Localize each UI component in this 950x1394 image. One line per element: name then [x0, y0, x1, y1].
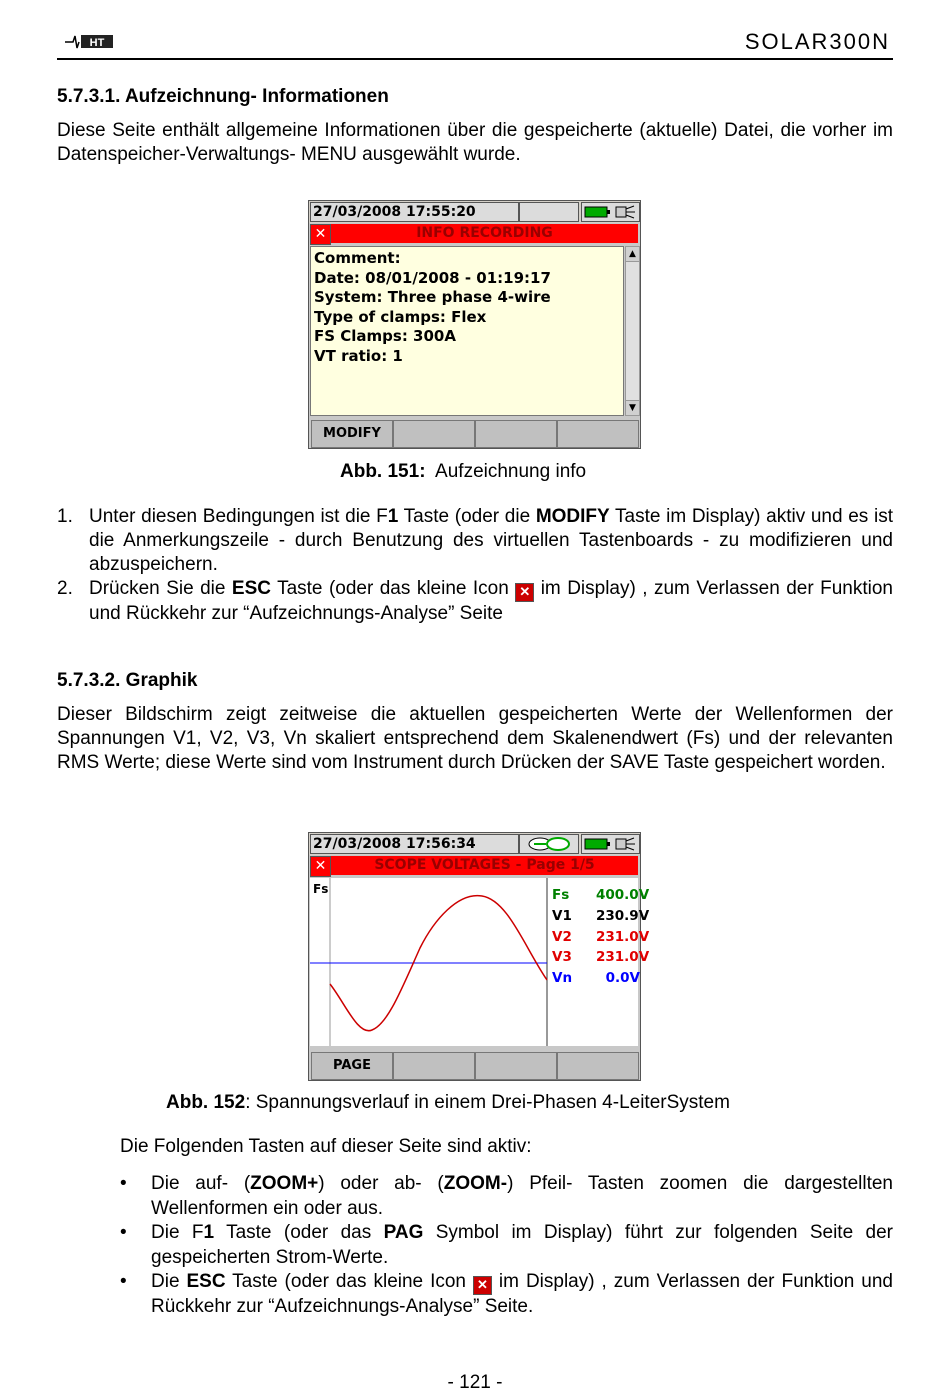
- modify-button[interactable]: MODIFY: [311, 420, 393, 448]
- item-number: 2.: [57, 578, 73, 599]
- bullet-icon: •: [120, 1173, 127, 1194]
- model-name: SOLAR300N: [744, 29, 890, 54]
- item-text: Unter diesen Bedingungen ist die F: [89, 506, 388, 527]
- item-bold: PAG: [383, 1222, 424, 1243]
- item-text: Symbol im Display) führt zur folgenden Seite der gespeicherten Strom-Werte.: [151, 1222, 893, 1268]
- f2-button[interactable]: [393, 1052, 475, 1080]
- reading-label: V3: [552, 949, 572, 966]
- bullet-icon: •: [120, 1271, 127, 1292]
- item-bold: 1: [387, 506, 399, 527]
- reading-label: Fs: [552, 887, 570, 903]
- list-item: [120, 1221, 893, 1270]
- scope-panel: [310, 878, 650, 1046]
- caption-text: : Spannungsverlauf in einem Drei-Phasen 4-LeiterSystem: [245, 1092, 730, 1113]
- bullet-icon: •: [120, 1222, 127, 1243]
- list-item: [120, 1172, 893, 1221]
- readings-panel: [552, 885, 650, 989]
- ht-logo: [63, 33, 115, 50]
- f3-button[interactable]: [475, 420, 557, 448]
- reading-fs: [552, 885, 650, 906]
- recording-status-icon: [519, 834, 579, 854]
- f4-button[interactable]: [557, 420, 639, 448]
- item-text: Die: [151, 1271, 187, 1292]
- scroll-down-icon[interactable]: ▼: [626, 400, 639, 415]
- steps-list: [57, 505, 893, 626]
- f2-button[interactable]: [393, 420, 475, 448]
- screen-datetime: 27/03/2008 17:55:20: [310, 202, 519, 222]
- reading-v3: [552, 947, 650, 968]
- item-text: ) oder ab- (: [318, 1173, 444, 1194]
- item-bold: MODIFY: [535, 506, 610, 527]
- item-bold: ESC: [231, 578, 271, 599]
- svg-text:HT: HT: [89, 37, 105, 49]
- reading-v1: [552, 906, 650, 927]
- item-number: 1.: [57, 506, 73, 527]
- section1-intro: Diese Seite enthält allgemeine Informationen über die gespeicherte (aktuelle) Datei, die vorher im Datenspeicher-Verwaltungs- MENU ausgewählt wurde.: [57, 120, 893, 165]
- section-heading-2: 5.7.3.2. Graphik: [57, 670, 198, 691]
- info-line: System: Three phase 4-wire: [314, 288, 551, 307]
- item-text: Taste (oder das: [214, 1222, 384, 1243]
- figure-caption-151: [340, 461, 586, 483]
- item-text: Die auf- (: [151, 1173, 251, 1194]
- status-field: [519, 202, 579, 222]
- caption-label: Abb. 152: [166, 1092, 246, 1113]
- caption-text: Aufzeichnung info: [435, 461, 587, 482]
- section2-intro: Dieser Bildschirm zeigt zeitweise die aktuellen gespeicherten Werte der Wellenformen der Spannungen V1, V2, V3, Vn skaliert entsprechend dem Skalenendwert (Fs) und der relevanten RMS Werte; diese Werte sind vom Instrument durch Drücken der SAVE Taste gespeichert worden.: [57, 704, 893, 773]
- info-line: Comment:: [314, 249, 401, 267]
- function-keys: [309, 1050, 640, 1080]
- caption-label: Abb. 151:: [340, 461, 426, 482]
- info-panel: [310, 246, 624, 416]
- section-heading-1: 5.7.3.1. Aufzeichnung- Informationen: [57, 86, 389, 107]
- f3-button[interactable]: [475, 1052, 557, 1080]
- item-text: Taste (oder das kleine Icon: [270, 578, 516, 599]
- item-text: Taste im Display) aktiv und es ist die Anmerkungszeile - durch Benutzung des virtuellen Tastenboards - zu modifizieren und abzuspeichern.: [89, 506, 893, 575]
- keys-intro: Die Folgenden Tasten auf dieser Seite sind aktiv:: [120, 1136, 532, 1157]
- reading-label: V1: [552, 907, 572, 924]
- reading-value: 231.0V: [596, 928, 650, 945]
- list-item: [120, 1270, 893, 1320]
- item-text: Drücken Sie die: [89, 578, 232, 599]
- waveform-plot: [310, 878, 550, 1046]
- reading-vn: [552, 968, 640, 989]
- f4-button[interactable]: [557, 1052, 639, 1080]
- scope-voltages-screen: [308, 832, 650, 1081]
- scrollbar[interactable]: [625, 246, 640, 416]
- item-bold: ZOOM+: [250, 1173, 319, 1194]
- info-line: Date: 08/01/2008 - 01:19:17: [314, 268, 551, 287]
- reading-value: 400.0V: [596, 887, 650, 903]
- item-text: ) Pfeil- Tasten zoomen die dargestellten Wellenformen ein oder aus.: [151, 1173, 894, 1219]
- info-recording-screen: [308, 200, 641, 449]
- item-text: Taste (oder das kleine Icon: [225, 1271, 473, 1292]
- info-line: VT ratio: 1: [314, 346, 403, 365]
- close-icon: ✕: [515, 583, 534, 602]
- info-line: Type of clamps: Flex: [314, 307, 487, 326]
- reading-label: V2: [552, 928, 572, 945]
- close-icon[interactable]: ✕: [310, 856, 331, 877]
- list-item: [57, 577, 893, 626]
- page-button[interactable]: PAGE: [311, 1052, 393, 1080]
- reading-value: 230.9V: [596, 907, 650, 924]
- battery-icon: [581, 202, 640, 222]
- fs-axis-label: Fs: [313, 882, 329, 896]
- function-keys: [309, 418, 640, 448]
- figure-caption-152: [166, 1092, 730, 1114]
- close-icon[interactable]: ✕: [310, 224, 331, 245]
- page-number: - 121 -: [447, 1372, 503, 1393]
- item-bold: 1: [203, 1222, 215, 1243]
- battery-icon: [581, 834, 640, 854]
- close-icon: ✕: [473, 1276, 492, 1295]
- keys-list: [120, 1172, 893, 1320]
- item-text: Die F: [151, 1222, 204, 1243]
- item-bold: ZOOM-: [443, 1173, 508, 1194]
- item-bold: ESC: [186, 1271, 226, 1292]
- item-text: im Display) , zum Verlassen der Funktion und Rückkehr zur “Aufzeichnungs-Analyse” Seite: [89, 578, 893, 624]
- screen-datetime: 27/03/2008 17:56:34: [310, 834, 519, 854]
- reading-label: Vn: [552, 970, 573, 987]
- screen-title: SCOPE VOLTAGES - Page 1/5: [331, 856, 638, 875]
- list-item: [57, 505, 893, 577]
- reading-value: 231.0V: [596, 949, 650, 966]
- reading-value: 0.0V: [605, 970, 640, 987]
- item-text: im Display) , zum Verlassen der Funktion und Rückkehr zur “Aufzeichnungs-Analyse” Seite.: [151, 1271, 893, 1317]
- screen-title: INFO RECORDING: [331, 224, 638, 243]
- reading-v2: [552, 927, 650, 948]
- header-rule: [57, 58, 893, 60]
- scroll-up-icon[interactable]: ▲: [626, 247, 639, 262]
- info-line: FS Clamps: 300A: [314, 327, 456, 346]
- item-text: Taste (oder die: [398, 506, 536, 527]
